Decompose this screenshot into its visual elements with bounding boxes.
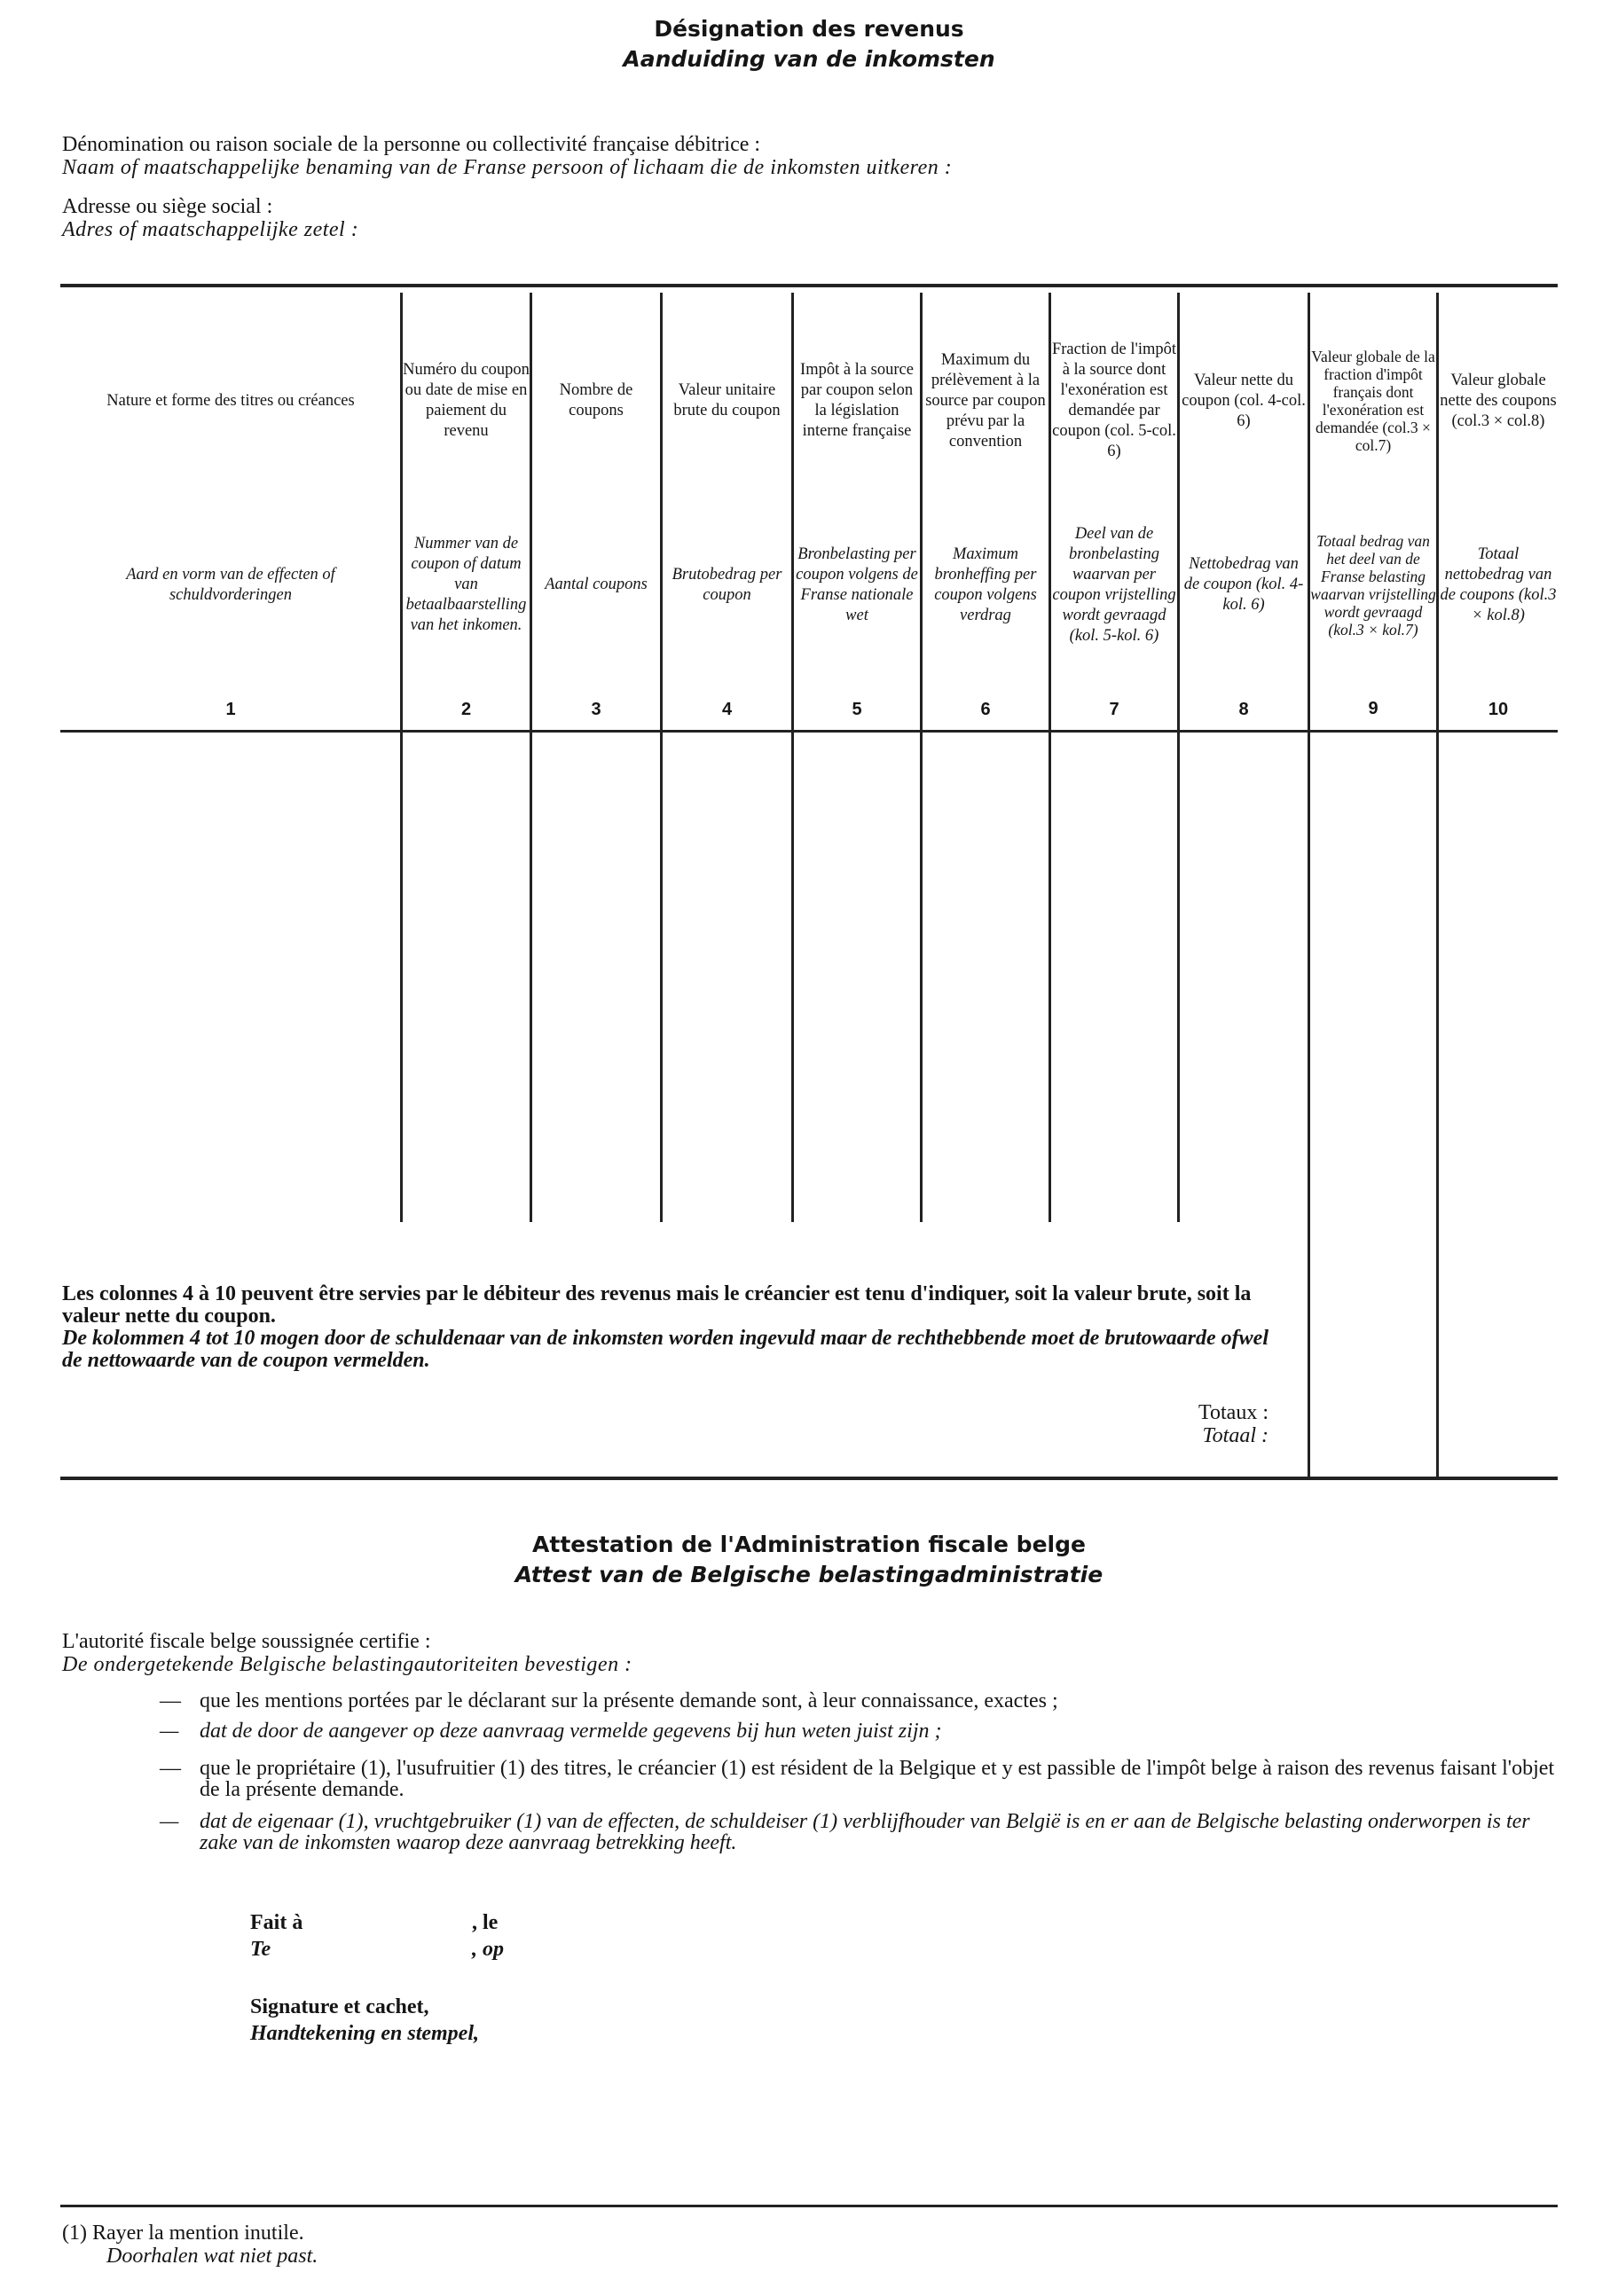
totals-fr: Totaux : (1198, 1401, 1268, 1424)
footnote-nl: Doorhalen wat niet past. (106, 2245, 318, 2268)
debtor-address-fr: Adresse ou siège social : (62, 195, 273, 218)
done-on-nl: , op (472, 1938, 504, 1961)
table-note-nl: De kolommen 4 tot 10 mogen door de schuldenaar van de inkomsten worden ingevuld maar de rechthebbende moet de brutowaarde ofwel de nettowaarde van de coupon vermelden. (62, 1327, 1268, 1372)
attestation-intro (62, 1630, 632, 1676)
done-at-nl: Te (250, 1938, 271, 1961)
column-header-7: Fraction de l'impôt à la source dont l'exonération est demandée par coupon (col. 5-col. 6) Deel van de bronbelasting waarvan per coupon vrijstelling wordt gevraagd (kol. 5-kol. 6) 7 (1051, 341, 1176, 719)
table-top-rule (60, 284, 1558, 287)
done-on-fr: , le (472, 1911, 499, 1934)
column-header-6: Maximum du prélèvement à la source par coupon prévu par la convention Maximum bronheffing per coupon volgens verdrag 6 (925, 350, 1046, 719)
column-header-8: Valeur nette du coupon (col. 4-col. 6) Nettobedrag van de coupon (kol. 4-kol. 6) 8 (1182, 371, 1306, 719)
table-header-rule (60, 730, 1558, 733)
column-header-4: Valeur unitaire brute du coupon Brutobedrag per coupon 4 (672, 381, 782, 719)
attestation-title-fr: Attestation de l'Administration fiscale belge (532, 1532, 1086, 1557)
totals-nl: Totaal : (1202, 1424, 1268, 1447)
title-fr: Désignation des revenus (654, 16, 964, 42)
debtor-name-nl: Naam of maatschappelijke benaming van de Franse persoon of lichaam die de inkomsten uitkeren : (62, 156, 953, 179)
footnote-fr: (1) Rayer la mention inutile. (62, 2222, 304, 2245)
attestation-item-2-fr: — que le propriétaire (1), l'usufruitier (1) des titres, le créancier (1) est résident de la Belgique et y est passible de l'impôt belge à raison des revenus faisant l'objet de la présente demande. (160, 1757, 1555, 1801)
attestation-intro-nl: De ondergetekende Belgische belastingautoriteiten bevestigen : (62, 1653, 632, 1676)
totals-label (1064, 1401, 1268, 1447)
title-nl: Aanduiding van de inkomsten (623, 46, 995, 72)
table-bottom-rule (60, 1477, 1558, 1480)
attestation-item-1-nl: — dat de door de aangever op deze aanvraag vermelde gegevens bij hun weten juist zijn ; (160, 1720, 942, 1743)
column-header-3: Nombre de coupons Aantal coupons 3 (545, 381, 648, 719)
debtor-name-fr: Dénomination ou raison sociale de la personne ou collectivité française débitrice : (62, 133, 761, 156)
attestation-item-2-nl: — dat de eigenaar (1), vruchtgebruiker (1) van de effecten, de schuldeiser (1) verblijfhouder van België is en er aan de Belgische belasting onderworpen is ter zake van de inkomsten waarop deze aanvraag betrekking heeft. (160, 1810, 1530, 1854)
done-at-fr: Fait à (250, 1911, 303, 1934)
place-date-block (250, 1909, 694, 1963)
attestation-title (0, 1530, 1618, 1590)
attestation-title-nl: Attest van de Belgische belastingadministratie (514, 1562, 1104, 1587)
footer-rule (60, 2205, 1558, 2207)
table-note-fr: Les colonnes 4 à 10 peuvent être servies par le débiteur des revenus mais le créancier est tenu d'indiquer, soit la valeur brute, soit la valeur nette du coupon. (62, 1282, 1252, 1328)
column-header-5: Impôt à la source par coupon selon la législation interne française Bronbelasting per coupon volgens de Franse nationale wet 5 (796, 361, 918, 719)
column-header-1: Nature et forme des titres ou créances Aard en vorm van de effecten of schuldvorderingen 1 (106, 391, 355, 719)
footnote (62, 2222, 318, 2268)
column-header-10: Valeur globale nette des coupons (col.3 × col.8) Totaal nettobedrag van de coupons (kol.3 × kol.8) 10 (1440, 371, 1557, 719)
attestation-intro-fr: L'autorité fiscale belge soussignée certifie : (62, 1630, 431, 1653)
section-title (0, 14, 1618, 74)
debtor-name-label (62, 133, 952, 179)
debtor-address-nl: Adres of maatschappelijke zetel : (62, 218, 359, 241)
signature-nl: Handtekening en stempel, (250, 2022, 479, 2045)
column-header-9: Valeur globale de la fraction d'impôt français dont l'exonération est demandée (col.3 × col.7) Totaal bedrag van het deel van de Franse belasting waarvan vrijstelling wordt gevraagd (kol.3 × kol.7) 9 (1310, 348, 1436, 718)
debtor-address-label (62, 195, 358, 241)
attestation-item-1-fr: — que les mentions portées par le déclarant sur la présente demande sont, à leur connaissance, exactes ; (160, 1689, 1058, 1712)
signature-block (250, 1994, 694, 2047)
table-note (62, 1283, 1277, 1372)
signature-fr: Signature et cachet, (250, 1995, 429, 2018)
column-header-2: Numéro du coupon ou date de mise en paiement du revenu Nummer van de coupon of datum van betaalbaarstelling van het inkomen. 2 (403, 361, 530, 719)
